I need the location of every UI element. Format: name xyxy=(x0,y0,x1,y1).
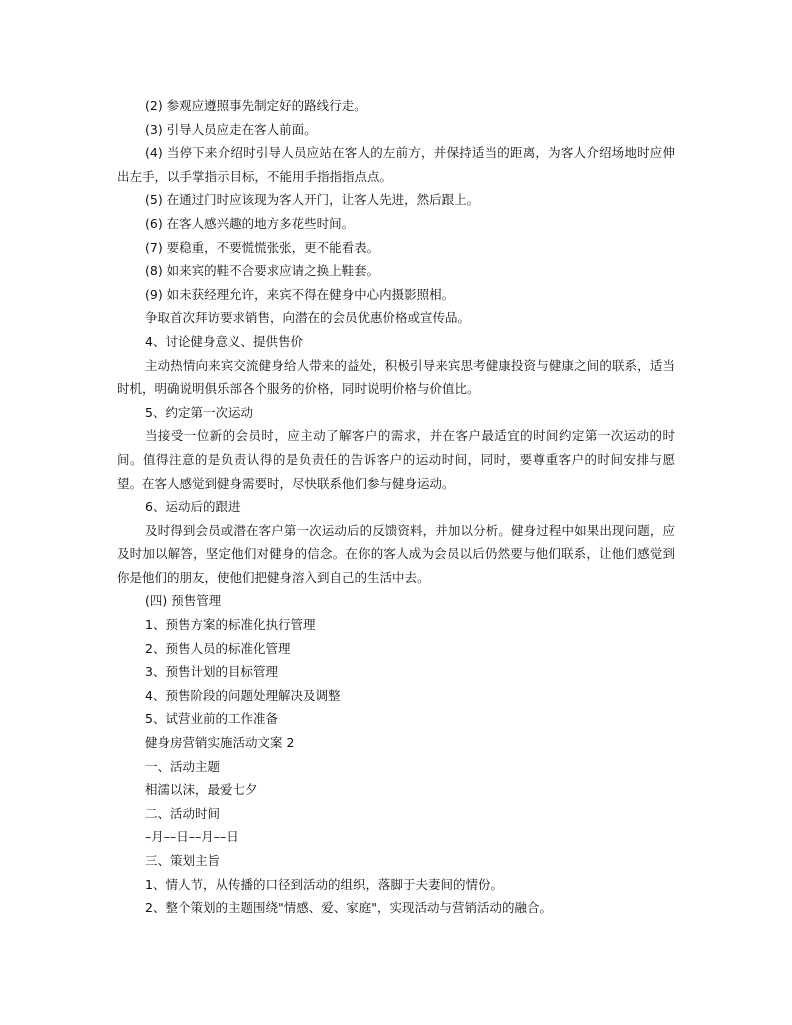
paragraph-no-photography: (9) 如未获经理允许，来宾不得在健身中心内摄影照相。 xyxy=(145,286,455,302)
list-item-presale-staff: 2、预售人员的标准化管理 xyxy=(145,640,291,656)
paragraph-activity-theme: 相濡以沫，最爱七夕 xyxy=(145,782,258,798)
paragraph-activity-time: –月––日––月––日 xyxy=(145,829,239,845)
list-item-pre-opening: 5、试营业前的工作准备 xyxy=(145,711,278,727)
list-item-presale-issues: 4、预售阶段的问题处理解决及调整 xyxy=(145,687,341,703)
list-item-presale-plan: 1、预售方案的标准化执行管理 xyxy=(145,617,316,633)
list-item-theme-fusion: 2、整个策划的主题围绕"情感、爱、家庭"，实现活动与营销活动的融合。 xyxy=(145,900,552,916)
heading-discuss-fitness: 4、讨论健身意义、提供售价 xyxy=(145,333,303,349)
paragraph-shoe-cover: (8) 如来宾的鞋不合要求应请之换上鞋套。 xyxy=(145,263,380,279)
paragraph-discuss-fitness: 主动热情向来宾交流健身给人带来的益处，积极引导来宾思考健康投资与健康之间的联系，适当时机，明确说明俱乐部各个服务的价格，同时说明价格与价值比。 xyxy=(117,357,675,397)
heading-follow-up: 6、运动后的跟进 xyxy=(145,499,241,515)
paragraph-first-visit-sale: 争取首次拜访要求销售，向潜在的会员优惠价格或宣传品。 xyxy=(145,310,471,326)
paragraph-interest-time: (6) 在客人感兴趣的地方多花些时间。 xyxy=(145,215,355,231)
list-item-valentines: 1、情人节，从传播的口径到活动的组织，落脚于夫妻间的情份。 xyxy=(145,876,503,892)
heading-activity-time: 二、活动时间 xyxy=(145,805,221,821)
paragraph-introduction-stance: (4) 当停下来介绍时引导人员应站在客人的左前方，并保持适当的距离，为客人介绍场地时应伸出左手，以手掌指示目标，不能用手指指指点点。 xyxy=(117,145,675,184)
paragraph-visit-route: (2) 参观应遵照事先制定好的路线行走。 xyxy=(145,98,367,113)
paragraph-composure: (7) 要稳重，不要慌慌张张，更不能看表。 xyxy=(145,239,380,255)
paragraph-door-etiquette: (5) 在通过门时应该现为客人开门，让客人先进，然后跟上。 xyxy=(145,192,480,208)
paragraph-follow-up: 及时得到会员或潜在客户第一次运动后的反馈资料，并加以分析。健身过程中如果出现问题，应及时加以解答，坚定他们对健身的信念。在你的客人成为会员以后仍然要与他们联系，让他们感觉到你是他们的朋友，使他们把健身溶入到自己的生活中去。 xyxy=(117,522,675,585)
paragraph-first-workout: 当接受一位新的会员时，应主动了解客户的需求，并在客户最适宜的时间约定第一次运动的时间。值得注意的是负责认得的是负责任的告诉客户的运动时间，同时，要尊重客户的时间安排与愿望。在客人感觉到健身需要时，尽快联系他们参与健身运动。 xyxy=(117,428,675,491)
section-title-campaign-2: 健身房营销实施活动文案 2 xyxy=(145,735,295,751)
heading-activity-theme: 一、活动主题 xyxy=(145,758,221,774)
heading-planning-purpose: 三、策划主旨 xyxy=(145,853,221,868)
list-item-presale-target: 3、预售计划的目标管理 xyxy=(145,664,278,680)
paragraph-guide-position: (3) 引导人员应走在客人前面。 xyxy=(145,121,317,137)
heading-presale-management: (四) 预售管理 xyxy=(145,593,222,609)
heading-first-workout: 5、约定第一次运动 xyxy=(145,404,253,420)
document-body xyxy=(117,94,675,920)
